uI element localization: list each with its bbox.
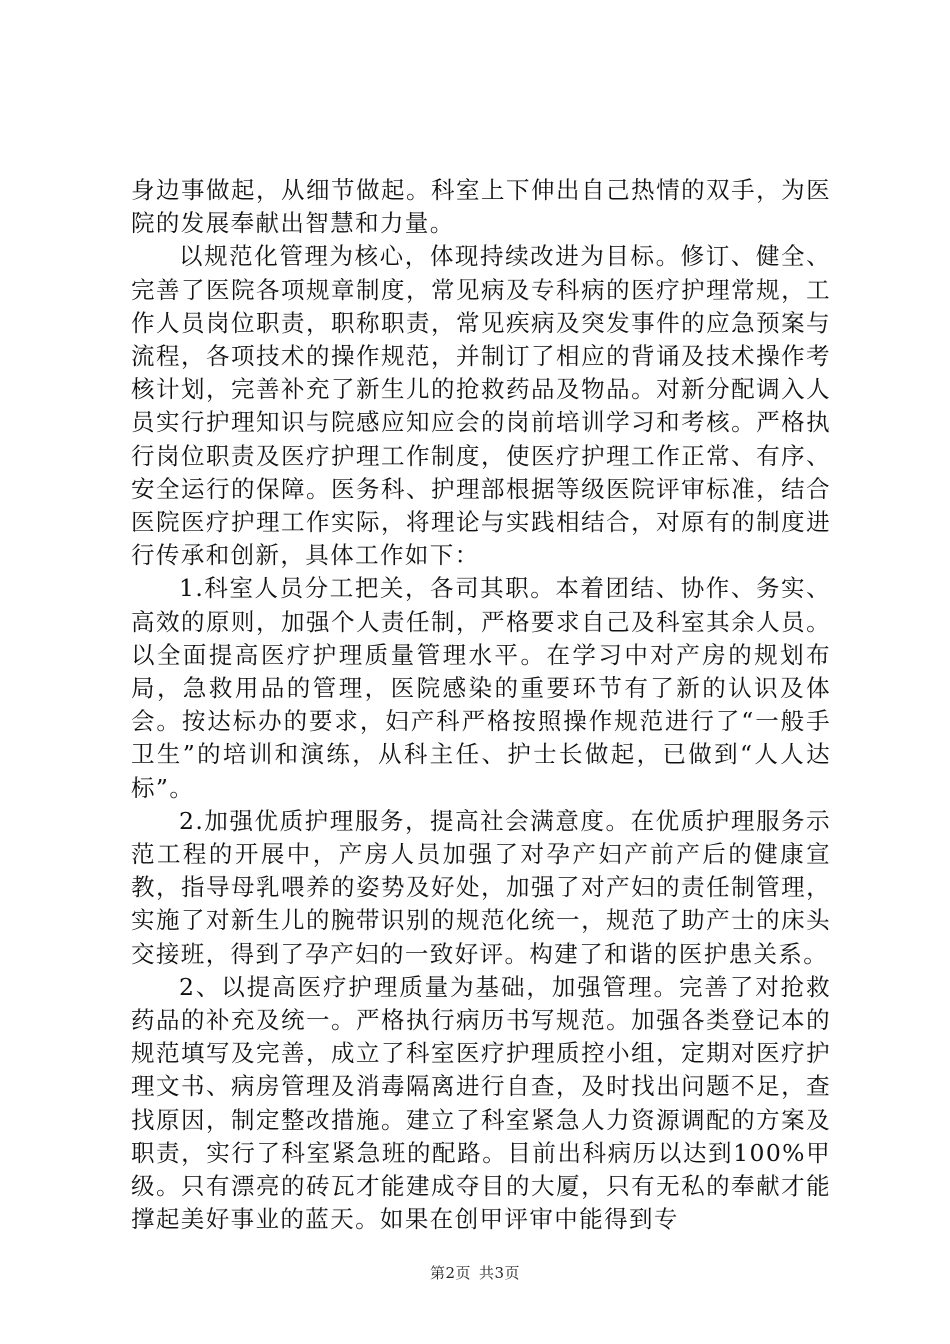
paragraph-item-2-quality: 2、以提高医疗护理质量为基础，加强管理。完善了对抢救药品的补充及统一。严格执行病历书写规范。加强各类登记本的规范填写及完善，成立了科室医疗护理质控小组，定期对医疗护理文书、病房管理及消毒隔离进行自查，及时找出问题不足，查找原因，制定整改措施。建立了科室紧急人力资源调配的方案及职责，实行了科室紧急班的配路。目前出科病历以达到100%甲级。只有漂亮的砖瓦才能建成夺目的大厦，只有无私的奉献才能撑起美好事业的蓝天。如果在创甲评审中能得到专 [131, 972, 831, 1234]
page-total: 共3页 [479, 1264, 521, 1282]
paragraph-item-1: 1.科室人员分工把关，各司其职。本着团结、协作、务实、高效的原则，加强个人责任制，严格要求自己及科室其余人员。以全面提高医疗护理质量管理水平。在学习中对产房的规划布局，急救用品的管理，医院感染的重要环节有了新的认识及体会。按达标办的要求，妇产科严格按照操作规范进行了“一般手卫生”的培训和演练，从科主任、护士长做起，已做到“人人达标”。 [131, 574, 831, 802]
page-footer [0, 1262, 950, 1283]
document-body [131, 174, 831, 1237]
paragraph-continuation: 身边事做起，从细节做起。科室上下伸出自己热情的双手，为医院的发展奉献出智慧和力量。 [131, 176, 831, 238]
page-number: 第2页 [429, 1264, 471, 1282]
paragraph-item-2: 2.加强优质护理服务，提高社会满意度。在优质护理服务示范工程的开展中，产房人员加强了对孕产妇产前产后的健康宣教，指导母乳喂养的姿势及好处，加强了对产妇的责任制管理，实施了对新生儿的腕带识别的规范化统一，规范了助产士的床头交接班，得到了孕产妇的一致好评。构建了和谐的医护患关系。 [131, 806, 831, 968]
paragraph-standardized-management: 以规范化管理为核心，体现持续改进为目标。修订、健全、完善了医院各项规章制度，常见病及专科病的医疗护理常规，工作人员岗位职责，职称职责，常见疾病及突发事件的应急预案与流程，各项技术的操作规范，并制订了相应的背诵及技术操作考核计划，完善补充了新生儿的抢救药品及物品。对新分配调入人员实行护理知识与院感应知应会的岗前培训学习和考核。严格执行岗位职责及医疗护理工作制度，使医疗护理工作正常、有序、安全运行的保障。医务科、护理部根据等级医院评审标准，结合医院医疗护理工作实际，将理论与实践相结合，对原有的制度进行传承和创新，具体工作如下： [131, 242, 831, 570]
